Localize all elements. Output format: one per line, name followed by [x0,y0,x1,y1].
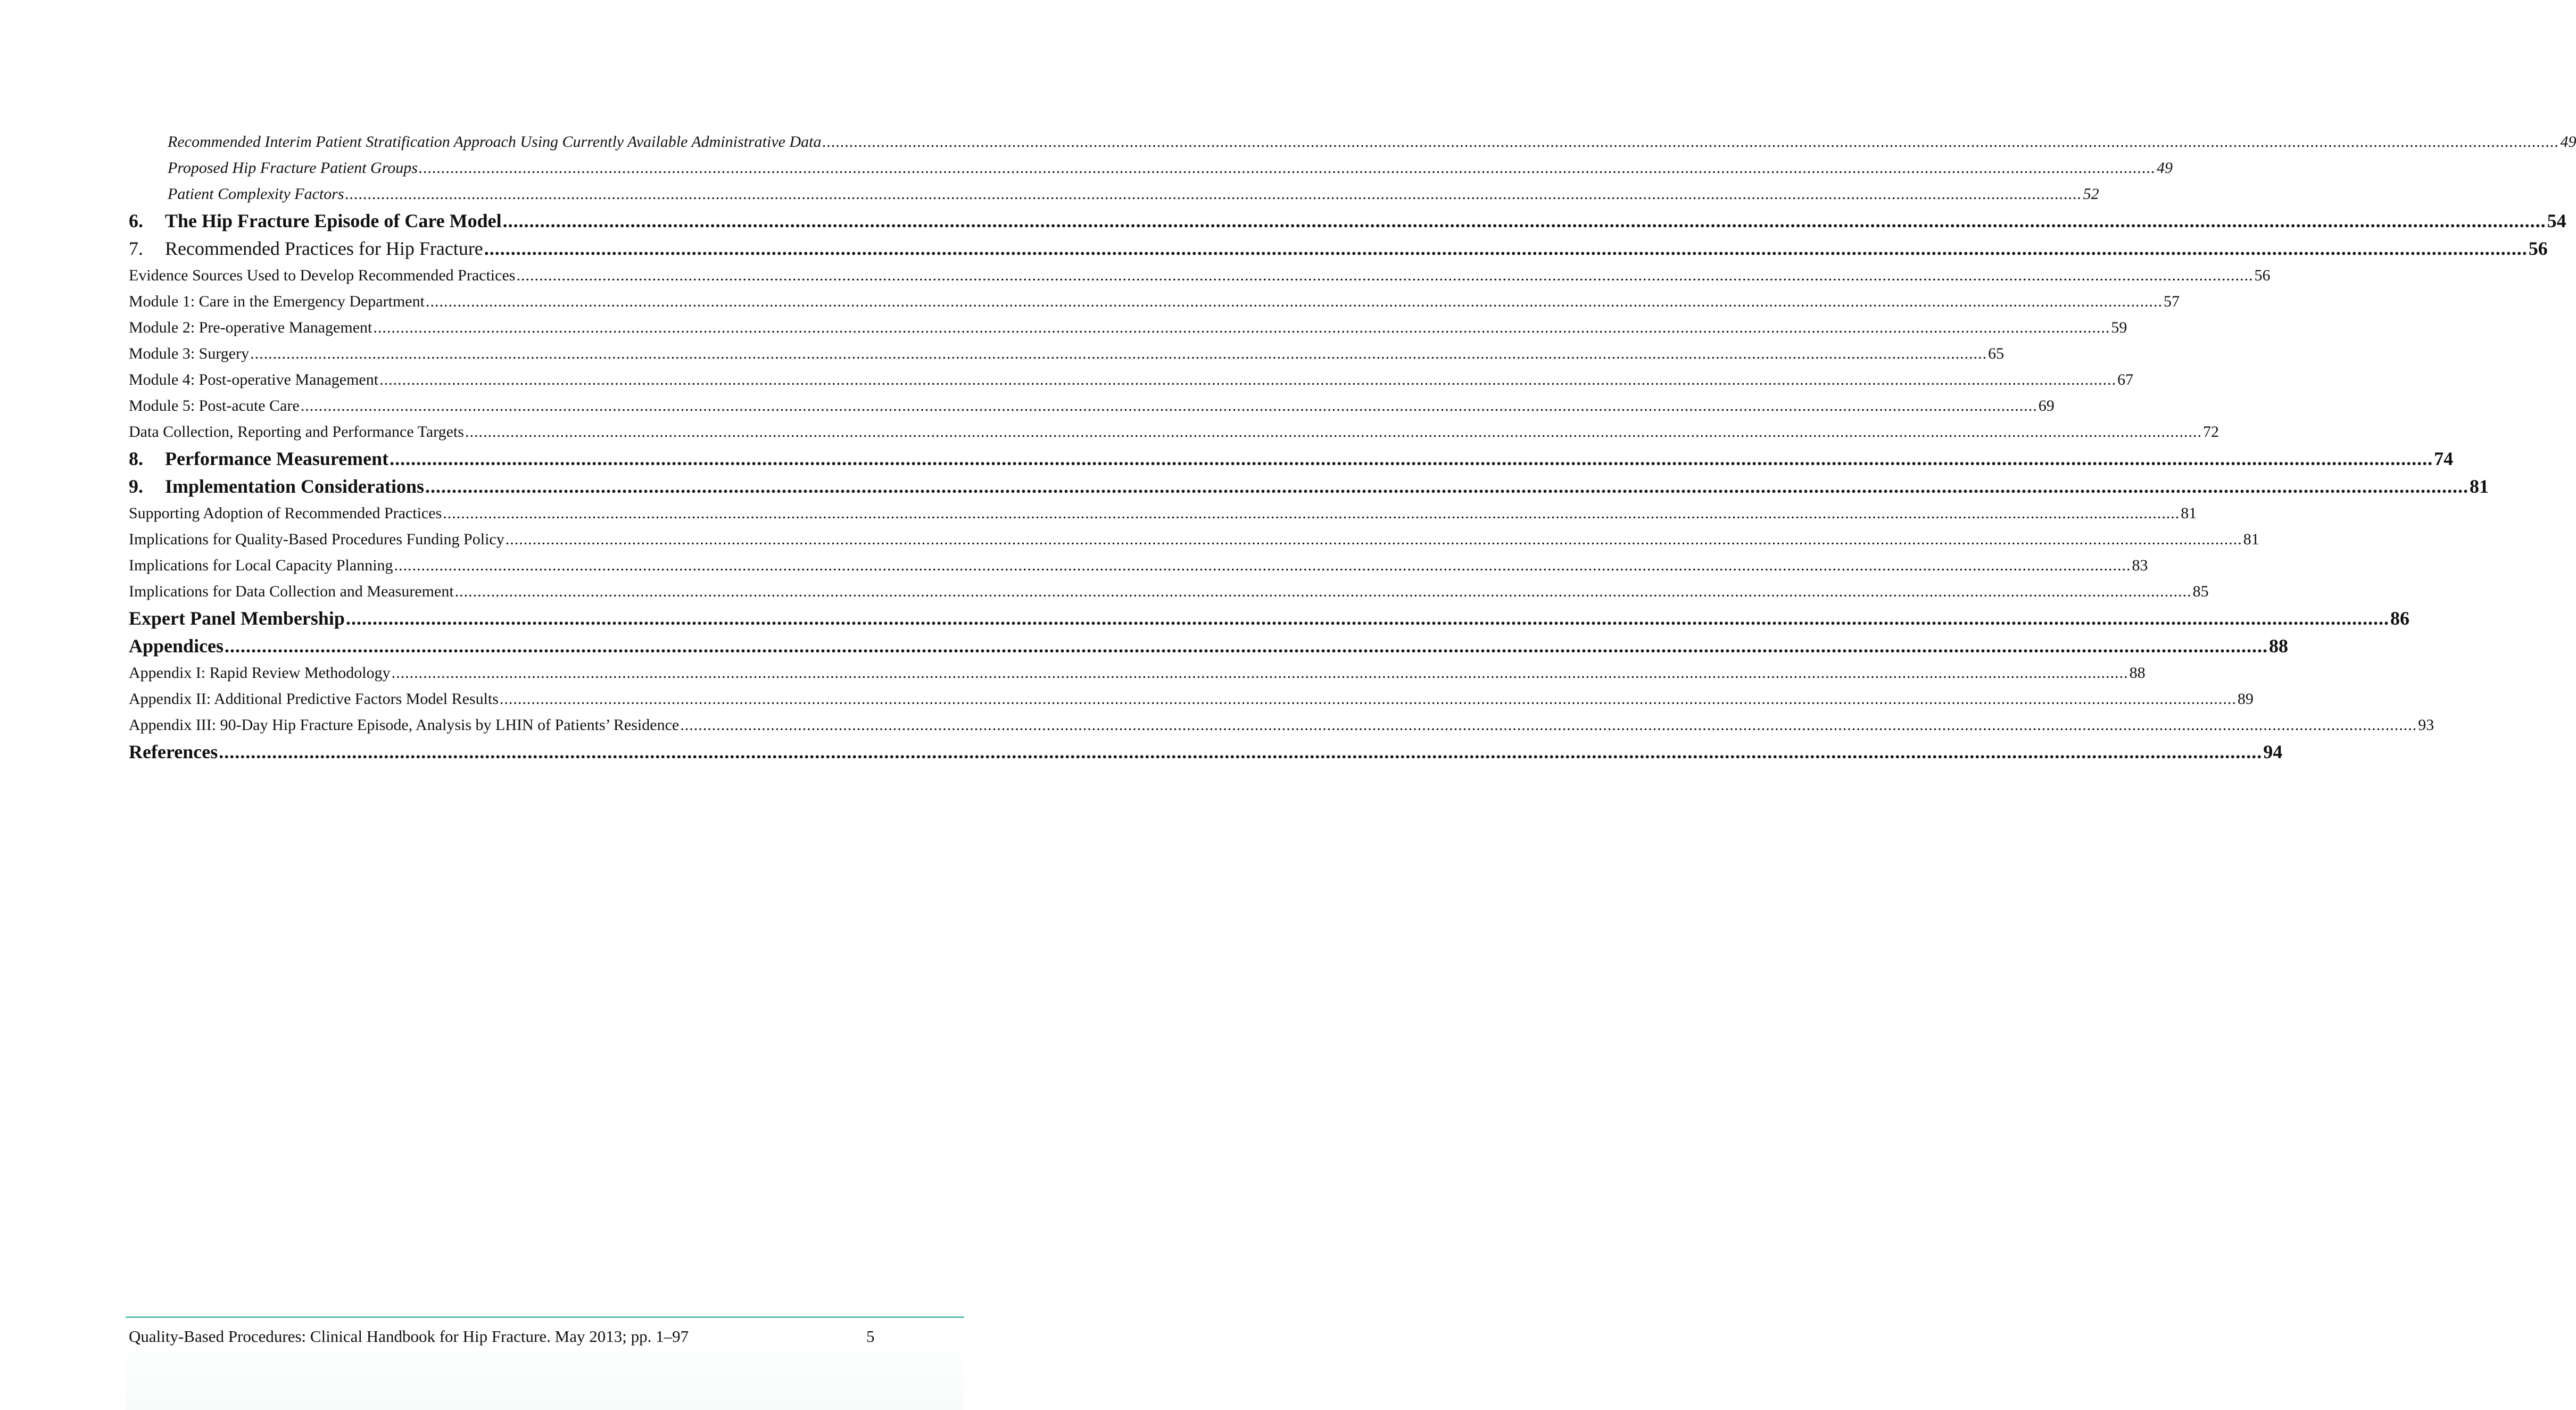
toc-entry [129,155,2173,181]
toc-entry-page: 67 [2117,371,2134,388]
toc-entry-page: 81 [2243,530,2259,548]
toc-dot-leader [394,552,2131,578]
toc-dot-leader [419,155,2156,181]
toc-dot-leader [219,738,2262,766]
toc-dot-leader [516,262,2253,288]
toc-dot-leader [250,341,1987,367]
toc-entry-page: 65 [1988,345,2005,362]
page-footer [126,1326,964,1410]
toc-entry [129,552,2148,578]
toc-entry [129,660,2146,686]
toc-entry-page: 89 [2237,690,2254,708]
toc-entry [129,604,2409,632]
footer-citation: Quality-Based Procedures: Clinical Handbook for Hip Fracture. May 2013; pp. 1–97 [129,1327,689,1346]
toc-entry [129,129,2576,155]
toc-entry [129,686,2254,712]
toc-entry-page: 88 [2269,635,2289,657]
toc-entry-number: 9. [129,476,143,497]
toc-entry [129,445,2454,472]
toc-entry [129,472,2489,500]
toc-entry [129,526,2259,552]
toc-dot-leader [301,393,2037,419]
toc-entry-page: 56 [2254,267,2271,284]
toc-entry [129,367,2134,393]
toc-entry-page: 56 [2528,238,2548,259]
toc-entry-page: 83 [2132,557,2148,574]
toc-dot-leader [503,207,2546,235]
toc-entry-title: Module 1: Care in the Emergency Department [129,293,425,310]
toc-entry-page: 49 [2560,133,2576,151]
toc-dot-leader [443,500,2180,526]
toc-entry-title: Implications for Local Capacity Planning [129,557,393,574]
toc-entry [129,181,2099,207]
toc-entry-title: Module 4: Post-operative Management [129,371,379,388]
toc-dot-leader [500,686,2237,712]
toc-entry-page: 74 [2434,448,2454,469]
toc-entry [129,578,2209,604]
toc-entry [129,419,2219,445]
toc-entry-title: Recommended Practices for Hip Fracture [165,238,483,259]
footer-divider [126,1316,964,1318]
toc-entry-title: Expert Panel Membership [129,608,345,629]
toc-dot-leader [345,181,2082,207]
toc-entry-title: Data Collection, Reporting and Performance Targets [129,423,464,441]
toc-entry-page: 81 [2181,504,2197,522]
toc-dot-leader [346,604,2389,632]
toc-entry-title: Module 3: Surgery [129,345,250,362]
toc-entry-title: Implementation Considerations [165,476,425,497]
toc-entry-page: 85 [2192,583,2209,600]
toc-entry [129,393,2055,419]
toc-entry [129,632,2289,660]
toc-dot-leader [465,419,2202,445]
toc-dot-leader [373,314,2110,341]
toc-dot-leader [680,712,2417,738]
toc-entry-title: Supporting Adoption of Recommended Practices [129,504,442,522]
toc-entry-title: The Hip Fracture Episode of Care Model [165,210,502,231]
toc-dot-leader [822,129,2559,155]
toc-entry-number: 7. [129,238,143,259]
toc-entry-page: 93 [2418,716,2434,734]
toc-entry [129,235,2548,262]
toc-entry [129,262,2271,288]
toc-dot-leader [225,632,2268,660]
toc-entry-number: 8. [129,448,143,469]
toc-dot-leader [484,235,2528,262]
toc-dot-leader [425,472,2469,500]
toc-dot-leader [379,367,2116,393]
toc-entry [129,341,2005,367]
toc-entry-page: 59 [2111,319,2127,336]
toc-entry-title: Appendix I: Rapid Review Methodology [129,664,391,682]
toc-entry-title: Recommended Interim Patient Stratification Approach Using Currently Available Administrative Data [168,133,822,151]
toc-entry [129,207,2566,235]
toc-entry-page: 54 [2547,210,2566,231]
toc-entry-number: 6. [129,210,143,231]
toc-entry-title: Implications for Data Collection and Measurement [129,583,454,600]
toc-entry-title: Appendix III: 90-Day Hip Fracture Episode, Analysis by LHIN of Patients’ Residence [129,716,680,734]
toc-entry-title: Proposed Hip Fracture Patient Groups [168,159,418,177]
toc-entry [129,288,2180,314]
toc-entry-title: Appendix II: Additional Predictive Factors Model Results [129,690,499,708]
toc-entry-title: Performance Measurement [165,448,389,469]
toc-entry-title: Module 5: Post-acute Care [129,397,300,414]
toc-dot-leader [426,288,2163,314]
toc-entry-page: 86 [2390,608,2409,629]
toc-entry-page: 69 [2038,397,2055,414]
toc-entry-title: Implications for Quality-Based Procedures Funding Policy [129,530,504,548]
footer-page-number: 5 [866,1327,875,1346]
toc-entry [129,738,2283,766]
toc-entry [129,314,2127,341]
toc-entry-title: Evidence Sources Used to Develop Recommended Practices [129,267,516,284]
toc-entry-page: 94 [2263,741,2283,762]
toc-entry [129,500,2197,526]
toc-entry-title: Patient Complexity Factors [168,185,344,203]
toc-dot-leader [455,578,2192,604]
toc-entry-page: 72 [2202,423,2219,441]
toc-dot-leader [506,526,2242,552]
toc-dot-leader [390,445,2433,472]
toc-entry-page: 49 [2156,159,2173,177]
toc-dot-leader [392,660,2128,686]
toc-entry [129,712,2434,738]
toc-entry-page: 52 [2083,185,2099,203]
toc-entry-title: References [129,741,218,762]
toc-entry-page: 81 [2470,476,2489,497]
toc-entry-title: Module 2: Pre-operative Management [129,319,372,336]
toc-entry-title: Appendices [129,635,224,657]
table-of-contents [129,129,2576,766]
toc-entry-page: 57 [2163,293,2180,310]
toc-entry-page: 88 [2129,664,2146,682]
